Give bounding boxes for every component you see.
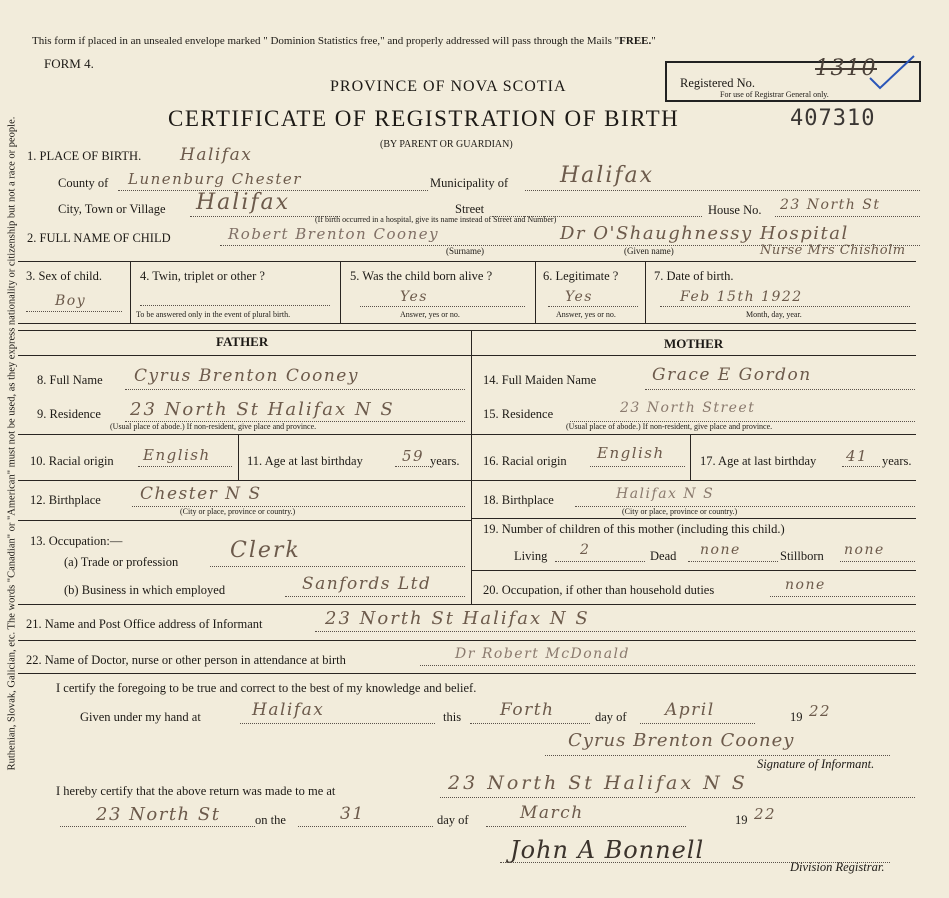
alive-value: Yes <box>400 289 428 305</box>
row3-divider-3 <box>535 261 536 323</box>
mother-residence-note: (Usual place of abode.) If non-resident, give place and province. <box>566 422 773 431</box>
house-label: House No. <box>708 203 762 217</box>
doctor-label: 22. Name of Doctor, nurse or other person in attendance at birth <box>26 653 346 667</box>
registrar-day-line <box>298 826 433 827</box>
father-business-line <box>285 596 465 597</box>
father-trade-value: Clerk <box>230 538 301 563</box>
informant-line <box>315 631 915 632</box>
registrar-day-value: 31 <box>340 804 365 824</box>
dob-note: Month, day, year. <box>746 310 802 319</box>
twin-line <box>140 305 330 306</box>
father-age-value: 59 <box>402 447 425 465</box>
mother-name-value: Grace E Gordon <box>652 365 812 385</box>
parents-divider <box>471 330 472 604</box>
sex-value: Boy <box>55 293 87 309</box>
mother-race-divider <box>690 434 691 480</box>
father-trade-label: (a) Trade or profession <box>64 555 179 569</box>
certify-day-line <box>470 723 590 724</box>
stamp-number: 407310 <box>790 106 876 131</box>
sex-line <box>26 311 122 312</box>
parents-header-rule <box>18 355 916 356</box>
province-heading: PROVINCE OF NOVA SCOTIA <box>330 78 567 95</box>
informant-signature-caption: Signature of Informant. <box>757 757 875 771</box>
mother-occupation-line <box>770 596 915 597</box>
dead-line <box>688 561 778 562</box>
certify-year-value: 22 <box>809 702 832 720</box>
living-line <box>555 561 645 562</box>
father-business-value: Sanfords Ltd <box>302 574 432 594</box>
father-age-unit: years. <box>430 454 460 468</box>
twin-note: To be answered only in the event of plural birth. <box>136 310 291 319</box>
father-occupation-label: 13. Occupation:— <box>30 534 123 548</box>
stillborn-label: Stillborn <box>780 549 824 563</box>
registrar-month-line <box>486 826 686 827</box>
sex-label: 3. Sex of child. <box>26 269 103 283</box>
legitimate-value: Yes <box>565 289 593 305</box>
alive-line <box>360 306 525 307</box>
given-caption: (Given name) <box>624 246 674 256</box>
row3-top-rule <box>18 261 916 262</box>
race-bottom-rule <box>18 480 916 481</box>
informant-value: 23 North St Halifax N S <box>325 608 590 629</box>
surname-caption: (Surname) <box>446 246 484 256</box>
registrar-signature: John A Bonnell <box>510 836 705 864</box>
mother-children-label: 19. Number of children of this mother (including this child.) <box>483 522 785 536</box>
mother-race-label: 16. Racial origin <box>483 454 567 468</box>
father-name-value: Cyrus Brenton Cooney <box>134 366 359 386</box>
mail-note <box>32 35 656 47</box>
registered-value: 1310 <box>815 56 877 81</box>
house-line <box>775 216 920 217</box>
father-business-label: (b) Business in which employed <box>64 583 226 597</box>
father-race-line <box>138 466 232 467</box>
certify-month-value: April <box>665 700 715 720</box>
mother-birthplace-value: Halifax N S <box>616 486 715 502</box>
registrar-place-value: 23 North St Halifax N S <box>448 772 748 794</box>
county-value: Lunenburg Chester <box>128 170 302 188</box>
given-place-value: Halifax <box>252 700 325 720</box>
row3-divider-4 <box>645 261 646 323</box>
row3-bottom-rule <box>18 323 916 324</box>
father-age-line <box>395 466 431 467</box>
day-of-label: day of <box>595 710 627 724</box>
dob-value: Feb 15th 1922 <box>680 289 803 305</box>
living-label: Living <box>514 549 548 563</box>
father-name-line <box>125 389 465 390</box>
mother-birthplace-note: (City or place, province or country.) <box>622 507 738 516</box>
mother-occupation-label: 20. Occupation, if other than household duties <box>483 583 715 597</box>
registrar-place-line <box>440 797 915 798</box>
father-age-label: 11. Age at last birthday <box>247 454 363 468</box>
place-of-birth-value: Halifax <box>180 145 253 165</box>
mother-age-line <box>842 466 880 467</box>
parents-top-rule <box>18 330 916 331</box>
mother-age-label: 17. Age at last birthday <box>700 454 817 468</box>
twin-label: 4. Twin, triplet or other ? <box>140 269 265 283</box>
mother-occupation-rule <box>471 570 916 571</box>
registrar-caption: Division Registrar. <box>790 860 885 874</box>
father-birthplace-note: (City or place, province or country.) <box>180 507 296 516</box>
alive-label: 5. Was the child born alive ? <box>350 269 493 283</box>
mail-note-prefix: This form if placed in an unsealed envelope marked " Dominion Statistics free," and properly addressed will pass through the Mails " <box>32 35 620 47</box>
mail-note-free: FREE. <box>619 35 652 47</box>
doctor-line <box>420 665 915 666</box>
mother-residence-label: 15. Residence <box>483 407 554 421</box>
dob-label: 7. Date of birth. <box>654 269 734 283</box>
child-given-value: Dr O'Shaughnessy Hospital <box>560 223 849 244</box>
city-label: City, Town or Village <box>58 202 166 216</box>
informant-signature-line <box>545 755 890 756</box>
father-trade-line <box>210 566 465 567</box>
form-number: FORM 4. <box>44 56 94 71</box>
registered-label: Registered No. <box>680 76 755 90</box>
father-residence-value: 23 North St Halifax N S <box>130 399 395 420</box>
registrar-day-of-label: day of <box>437 813 469 827</box>
certify-statement: I certify the foregoing to be true and correct to the best of my knowledge and belief. <box>56 681 477 695</box>
house-value: 23 North St <box>780 197 881 213</box>
registrar-statement: I hereby certify that the above return was made to me at <box>56 784 336 798</box>
informant-label: 21. Name and Post Office address of Informant <box>26 617 263 631</box>
certificate-title: CERTIFICATE OF REGISTRATION OF BIRTH <box>168 106 680 131</box>
father-race-label: 10. Racial origin <box>30 454 114 468</box>
street-note: (If birth occurred in a hospital, give its name instead of Street and Number) <box>315 215 557 224</box>
certificate-subtitle: (BY PARENT OR GUARDIAN) <box>380 139 513 150</box>
mother-header: MOTHER <box>664 336 724 351</box>
child-name-line <box>220 245 920 246</box>
dead-label: Dead <box>650 549 677 563</box>
dob-line <box>660 306 910 307</box>
father-name-label: 8. Full Name <box>37 373 103 387</box>
parents-bottom-rule <box>18 604 916 605</box>
county-label: County of <box>58 176 109 190</box>
father-header: FATHER <box>216 334 269 349</box>
row3-divider-1 <box>130 261 131 323</box>
certify-day-value: Forth <box>500 700 555 720</box>
informant-signature: Cyrus Brenton Cooney <box>568 730 795 751</box>
registrar-year-prefix: 19 <box>735 813 748 827</box>
father-birthplace-label: 12. Birthplace <box>30 493 101 507</box>
city-value: Halifax <box>196 190 291 215</box>
stillborn-value: none <box>844 542 885 558</box>
occupation-top-rule <box>18 520 471 521</box>
check-mark-icon <box>868 52 918 92</box>
mother-residence-value: 23 North Street <box>620 400 756 416</box>
child-surname-value: Robert Brenton Cooney <box>228 225 440 243</box>
dead-value: none <box>700 542 741 558</box>
mother-birthplace-label: 18. Birthplace <box>483 493 554 507</box>
municipality-line <box>525 190 920 191</box>
mother-race-line <box>590 466 685 467</box>
side-margin-text: Ruthenian, Slovak, Galician, etc. The words "Canadian" or "American" must not be used, as they express nationality or citizenship but not a race or people. <box>6 116 18 771</box>
mother-age-value: 41 <box>846 447 869 465</box>
children-top-rule <box>471 518 916 519</box>
place-of-birth-label: 1. PLACE OF BIRTH. <box>27 149 142 163</box>
stillborn-line <box>840 561 915 562</box>
certify-year-prefix: 19 <box>790 710 803 724</box>
certify-month-line <box>640 723 755 724</box>
mother-name-label: 14. Full Maiden Name <box>483 373 597 387</box>
doctor-rule <box>18 673 916 674</box>
father-residence-label: 9. Residence <box>37 407 101 421</box>
this-label: this <box>443 710 462 724</box>
father-birthplace-value: Chester N S <box>140 484 262 504</box>
registrar-address-value: 23 North St <box>96 804 221 825</box>
registrar-address-line <box>60 826 255 827</box>
doctor-value: Dr Robert McDonald <box>455 646 630 662</box>
legitimate-line <box>548 306 638 307</box>
registrar-month-value: March <box>520 803 584 823</box>
alive-note: Answer, yes or no. <box>400 310 460 319</box>
street-label: Street <box>455 202 485 216</box>
registrar-year-value: 22 <box>754 805 777 823</box>
informant-rule <box>18 640 916 641</box>
father-residence-note: (Usual place of abode.) If non-resident, give place and province. <box>110 422 317 431</box>
father-race-value: English <box>143 446 211 464</box>
mother-age-unit: years. <box>882 454 912 468</box>
mail-note-suffix: " <box>651 35 656 47</box>
municipality-value: Halifax <box>560 163 655 188</box>
father-race-divider <box>238 434 239 480</box>
living-value: 2 <box>580 542 591 558</box>
on-the-label: on the <box>255 813 286 827</box>
child-name-label: 2. FULL NAME OF CHILD <box>27 231 171 245</box>
nurse-value: Nurse Mrs Chisholm <box>760 243 906 258</box>
mother-race-value: English <box>597 444 665 462</box>
given-under-hand-label: Given under my hand at <box>80 710 201 724</box>
mother-name-line <box>645 389 915 390</box>
registered-note: For use of Registrar General only. <box>720 90 829 99</box>
row3-divider-2 <box>340 261 341 323</box>
legitimate-note: Answer, yes or no. <box>556 310 616 319</box>
race-top-rule <box>18 434 916 435</box>
mother-occupation-value: none <box>785 577 826 593</box>
legitimate-label: 6. Legitimate ? <box>543 269 619 283</box>
municipality-label: Municipality of <box>430 176 509 190</box>
given-place-line <box>240 723 435 724</box>
